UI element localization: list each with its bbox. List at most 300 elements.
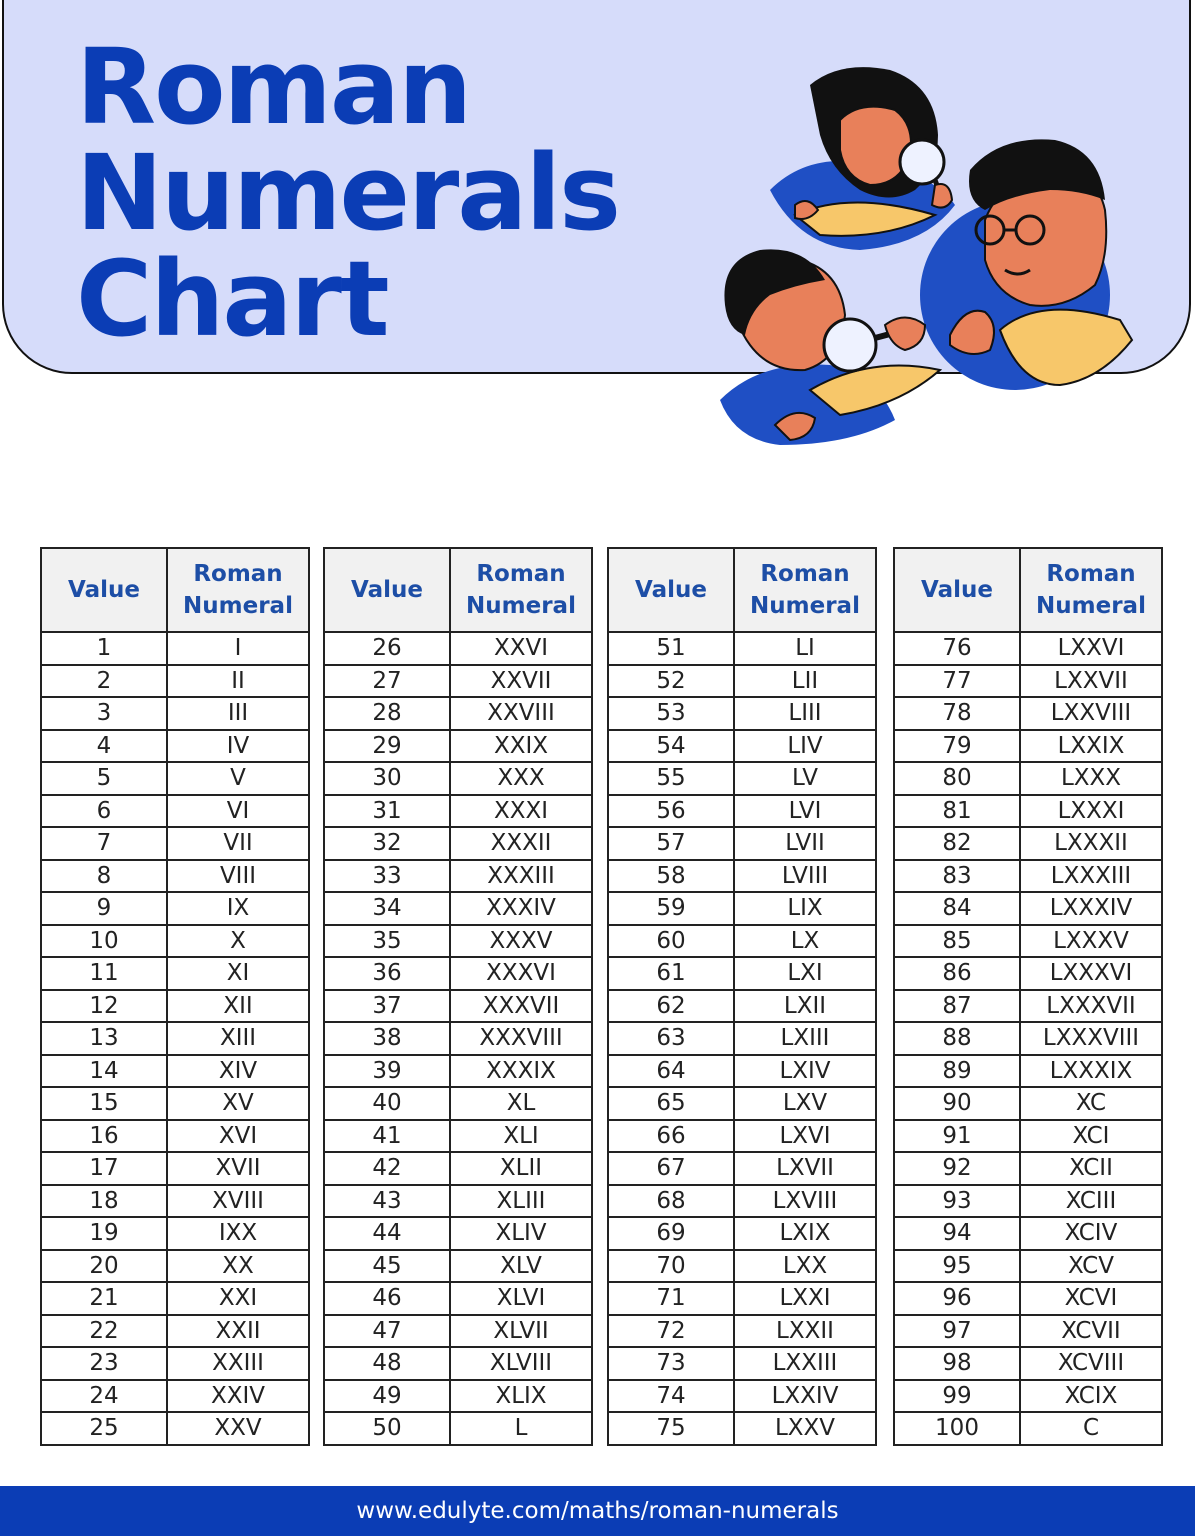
value-cell: 41 [324,1120,450,1153]
table-row [324,730,592,763]
value-cell: 26 [324,632,450,665]
boy-with-magnifier-icon [720,249,940,445]
value-cell: 51 [608,632,734,665]
roman-numeral-cell: LXXVII [1020,665,1162,698]
table-row [41,1185,309,1218]
roman-numeral-cell: LXXXIII [1020,860,1162,893]
table-row [41,1380,309,1413]
roman-numeral-cell: L [450,1412,592,1445]
roman-column-header [167,548,309,632]
roman-header-line-1: Roman [1046,561,1136,587]
table-header-row [608,548,876,632]
table-row [894,860,1162,893]
value-cell: 72 [608,1315,734,1348]
table-row [608,1282,876,1315]
table-row [324,1087,592,1120]
roman-numeral-cell: XI [167,957,309,990]
roman-numeral-cell: XXVI [450,632,592,665]
table-row [324,665,592,698]
value-cell: 59 [608,892,734,925]
table-row [894,1315,1162,1348]
roman-numeral-cell: X [167,925,309,958]
table-row [324,1152,592,1185]
value-cell: 38 [324,1022,450,1055]
value-cell: 50 [324,1412,450,1445]
value-cell: 63 [608,1022,734,1055]
table-row [894,632,1162,665]
roman-numeral-cell: LIII [734,697,876,730]
table-row [41,762,309,795]
roman-numeral-cell: XLVII [450,1315,592,1348]
table-row [324,827,592,860]
value-cell: 34 [324,892,450,925]
table-header-row [894,548,1162,632]
value-cell: 100 [894,1412,1020,1445]
roman-numeral-cell: XIV [167,1055,309,1088]
roman-numeral-cell: XLI [450,1120,592,1153]
value-cell: 45 [324,1250,450,1283]
table-row [324,1315,592,1348]
man-with-glasses-icon [920,139,1132,390]
roman-numeral-cell: XLIV [450,1217,592,1250]
roman-numeral-cell: LXXV [734,1412,876,1445]
value-cell: 74 [608,1380,734,1413]
table-row [41,632,309,665]
roman-numeral-cell: LV [734,762,876,795]
table-row [41,665,309,698]
table-row [324,990,592,1023]
roman-numeral-cell: LXXIII [734,1347,876,1380]
table-row [324,697,592,730]
value-cell: 78 [894,697,1020,730]
value-cell: 36 [324,957,450,990]
table-row [324,1282,592,1315]
numeral-table-3 [607,547,877,1446]
table-row [608,1120,876,1153]
table-header-row [324,548,592,632]
title-line-1: Roman [76,26,471,148]
roman-numeral-cell: LXXXVI [1020,957,1162,990]
value-cell: 19 [41,1217,167,1250]
table-row [324,1380,592,1413]
table-row [894,1055,1162,1088]
roman-numeral-cell: LIX [734,892,876,925]
value-cell: 89 [894,1055,1020,1088]
roman-numeral-cell: XCIX [1020,1380,1162,1413]
roman-numeral-cell: LXXII [734,1315,876,1348]
table-row [608,795,876,828]
roman-numeral-cell: XLV [450,1250,592,1283]
value-cell: 66 [608,1120,734,1153]
value-cell: 9 [41,892,167,925]
value-cell: 67 [608,1152,734,1185]
numeral-table-1 [40,547,310,1446]
roman-header-line-1: Roman [476,561,566,587]
roman-numeral-cell: XCVIII [1020,1347,1162,1380]
table-row [324,795,592,828]
roman-numeral-cell: XXIV [167,1380,309,1413]
value-cell: 92 [894,1152,1020,1185]
table-row [41,1087,309,1120]
table-row [324,957,592,990]
roman-numeral-cell: XC [1020,1087,1162,1120]
table-row [324,925,592,958]
value-cell: 83 [894,860,1020,893]
roman-numeral-cell: XXXII [450,827,592,860]
tables-container [40,547,1162,1444]
value-cell: 12 [41,990,167,1023]
table-row [894,1380,1162,1413]
value-cell: 61 [608,957,734,990]
roman-numeral-cell: XXXIII [450,860,592,893]
table-row [894,1282,1162,1315]
value-cell: 70 [608,1250,734,1283]
roman-numeral-cell: LXII [734,990,876,1023]
roman-numeral-cell: LII [734,665,876,698]
table-row [894,1217,1162,1250]
table-row [324,1120,592,1153]
value-cell: 16 [41,1120,167,1153]
value-cell: 76 [894,632,1020,665]
value-cell: 57 [608,827,734,860]
roman-numeral-cell: LVIII [734,860,876,893]
table-row [41,892,309,925]
roman-column-header [450,548,592,632]
roman-numeral-cell: LXXXVII [1020,990,1162,1023]
table-row [324,1055,592,1088]
roman-numeral-cell: LXVI [734,1120,876,1153]
table-row [608,892,876,925]
value-cell: 40 [324,1087,450,1120]
table-row [608,1152,876,1185]
roman-numeral-cell: LXXVI [1020,632,1162,665]
woman-with-magnifier-icon [770,67,955,250]
roman-column-header [1020,548,1162,632]
roman-column-header [734,548,876,632]
value-cell: 30 [324,762,450,795]
table-row [41,795,309,828]
value-cell: 1 [41,632,167,665]
table-row [324,1185,592,1218]
table-row [324,1022,592,1055]
roman-numeral-cell: XXXVII [450,990,592,1023]
table-row [894,795,1162,828]
roman-numeral-cell: XLVIII [450,1347,592,1380]
roman-numeral-cell: LIV [734,730,876,763]
table-row [894,957,1162,990]
table-row [894,1412,1162,1445]
roman-numeral-cell: XCII [1020,1152,1162,1185]
table-row [608,1217,876,1250]
value-cell: 73 [608,1347,734,1380]
table-row [324,1217,592,1250]
value-cell: 7 [41,827,167,860]
table-row [324,632,592,665]
roman-numeral-cell: VI [167,795,309,828]
table-row [894,1087,1162,1120]
table-row [608,1022,876,1055]
value-cell: 46 [324,1282,450,1315]
value-cell: 88 [894,1022,1020,1055]
value-cell: 52 [608,665,734,698]
value-cell: 56 [608,795,734,828]
value-cell: 79 [894,730,1020,763]
value-cell: 47 [324,1315,450,1348]
value-cell: 28 [324,697,450,730]
value-cell: 22 [41,1315,167,1348]
table-row [41,1282,309,1315]
value-cell: 54 [608,730,734,763]
roman-numeral-cell: LVI [734,795,876,828]
roman-numeral-cell: XLII [450,1152,592,1185]
roman-numeral-cell: XVI [167,1120,309,1153]
value-cell: 82 [894,827,1020,860]
roman-numeral-cell: XXX [450,762,592,795]
value-cell: 97 [894,1315,1020,1348]
value-cell: 13 [41,1022,167,1055]
value-cell: 42 [324,1152,450,1185]
value-cell: 85 [894,925,1020,958]
roman-numeral-cell: XXII [167,1315,309,1348]
roman-numeral-cell: XXIX [450,730,592,763]
value-cell: 8 [41,860,167,893]
value-cell: 58 [608,860,734,893]
table-row [41,697,309,730]
roman-header-line-1: Roman [760,561,850,587]
roman-numeral-cell: IV [167,730,309,763]
table-row [894,1022,1162,1055]
table-row [894,730,1162,763]
roman-numeral-cell: LXVIII [734,1185,876,1218]
value-cell: 96 [894,1282,1020,1315]
table-row [41,827,309,860]
roman-numeral-cell: LXIII [734,1022,876,1055]
table-row [894,925,1162,958]
value-cell: 62 [608,990,734,1023]
value-cell: 95 [894,1250,1020,1283]
table-row [41,1055,309,1088]
value-cell: 29 [324,730,450,763]
value-cell: 27 [324,665,450,698]
value-cell: 24 [41,1380,167,1413]
table-row [608,665,876,698]
table-row [41,925,309,958]
table-row [894,697,1162,730]
value-cell: 49 [324,1380,450,1413]
value-cell: 99 [894,1380,1020,1413]
roman-numeral-cell: XCVII [1020,1315,1162,1348]
table-row [324,892,592,925]
table-row [41,1250,309,1283]
footer-url[interactable]: www.edulyte.com/maths/roman-numerals [356,1498,839,1524]
roman-numeral-cell: XXIII [167,1347,309,1380]
table-row [894,1152,1162,1185]
value-cell: 86 [894,957,1020,990]
value-cell: 98 [894,1347,1020,1380]
roman-numeral-cell: V [167,762,309,795]
roman-numeral-cell: LXXI [734,1282,876,1315]
table-row [324,1250,592,1283]
roman-numeral-cell: XVIII [167,1185,309,1218]
table-row [608,1250,876,1283]
roman-numeral-cell: LXXXIV [1020,892,1162,925]
value-cell: 6 [41,795,167,828]
roman-numeral-cell: VIII [167,860,309,893]
table-row [894,827,1162,860]
roman-numeral-cell: XCV [1020,1250,1162,1283]
roman-numeral-cell: LXXX [1020,762,1162,795]
table-row [41,957,309,990]
value-cell: 4 [41,730,167,763]
roman-numeral-cell: XXVII [450,665,592,698]
roman-numeral-cell: XCIII [1020,1185,1162,1218]
value-cell: 35 [324,925,450,958]
table-row [894,892,1162,925]
table-row [608,1315,876,1348]
value-cell: 23 [41,1347,167,1380]
roman-numeral-cell: XVII [167,1152,309,1185]
value-cell: 3 [41,697,167,730]
roman-numeral-cell: III [167,697,309,730]
roman-numeral-cell: IXX [167,1217,309,1250]
roman-numeral-cell: C [1020,1412,1162,1445]
roman-numeral-cell: I [167,632,309,665]
table-row [41,1347,309,1380]
roman-numeral-cell: XV [167,1087,309,1120]
roman-numeral-cell: LXV [734,1087,876,1120]
roman-numeral-cell: LXXXVIII [1020,1022,1162,1055]
value-cell: 69 [608,1217,734,1250]
value-cell: 44 [324,1217,450,1250]
roman-numeral-cell: LXXXV [1020,925,1162,958]
numeral-table-4 [893,547,1163,1446]
table-row [41,1120,309,1153]
roman-numeral-cell: LXXVIII [1020,697,1162,730]
value-cell: 64 [608,1055,734,1088]
roman-numeral-cell: LX [734,925,876,958]
roman-numeral-cell: XL [450,1087,592,1120]
roman-numeral-cell: LXXIV [734,1380,876,1413]
table-row [41,730,309,763]
roman-numeral-cell: XXXIX [450,1055,592,1088]
table-row [894,1185,1162,1218]
value-cell: 14 [41,1055,167,1088]
value-column-header: Value [894,548,1020,632]
people-illustration [700,40,1170,460]
roman-numeral-cell: XIII [167,1022,309,1055]
table-row [608,1055,876,1088]
roman-numeral-cell: XCVI [1020,1282,1162,1315]
roman-numeral-cell: XXVIII [450,697,592,730]
value-cell: 2 [41,665,167,698]
table-row [41,1022,309,1055]
table-row [41,990,309,1023]
table-row [41,860,309,893]
roman-numeral-cell: LXXXIX [1020,1055,1162,1088]
value-cell: 39 [324,1055,450,1088]
value-cell: 15 [41,1087,167,1120]
roman-numeral-cell: XXXIV [450,892,592,925]
table-row [41,1217,309,1250]
table-row [608,990,876,1023]
table-row [608,925,876,958]
value-cell: 18 [41,1185,167,1218]
value-cell: 65 [608,1087,734,1120]
table-row [324,860,592,893]
roman-numeral-cell: XXXVI [450,957,592,990]
value-cell: 90 [894,1087,1020,1120]
table-row [608,632,876,665]
value-cell: 91 [894,1120,1020,1153]
roman-numeral-cell: XII [167,990,309,1023]
title-line-3: Chart [76,238,388,360]
roman-numeral-cell: LXX [734,1250,876,1283]
table-row [894,1120,1162,1153]
roman-numeral-cell: XXXVIII [450,1022,592,1055]
value-cell: 11 [41,957,167,990]
table-row [608,762,876,795]
roman-header-line-1: Roman [193,561,283,587]
value-cell: 75 [608,1412,734,1445]
table-row [608,1347,876,1380]
value-cell: 84 [894,892,1020,925]
roman-numeral-cell: XLVI [450,1282,592,1315]
value-cell: 10 [41,925,167,958]
value-cell: 5 [41,762,167,795]
value-cell: 17 [41,1152,167,1185]
roman-numeral-cell: XLIX [450,1380,592,1413]
value-cell: 31 [324,795,450,828]
value-cell: 94 [894,1217,1020,1250]
roman-numeral-cell: II [167,665,309,698]
table-row [894,990,1162,1023]
roman-numeral-cell: XXV [167,1412,309,1445]
roman-numeral-cell: XLIII [450,1185,592,1218]
table-row [41,1152,309,1185]
roman-numeral-cell: XX [167,1250,309,1283]
value-cell: 21 [41,1282,167,1315]
roman-header-line-2: Numeral [183,593,293,619]
table-row [894,1250,1162,1283]
roman-header-line-2: Numeral [750,593,860,619]
roman-numeral-cell: XCI [1020,1120,1162,1153]
table-row [324,1412,592,1445]
value-cell: 71 [608,1282,734,1315]
value-cell: 33 [324,860,450,893]
roman-numeral-cell: LXVII [734,1152,876,1185]
table-row [608,957,876,990]
roman-numeral-cell: XXXV [450,925,592,958]
roman-numeral-cell: VII [167,827,309,860]
table-row [608,860,876,893]
roman-numeral-cell: IX [167,892,309,925]
roman-numeral-cell: XCIV [1020,1217,1162,1250]
table-row [41,1315,309,1348]
table-header-row [41,548,309,632]
value-cell: 60 [608,925,734,958]
page-title [76,26,619,360]
value-column-header: Value [41,548,167,632]
table-row [608,697,876,730]
roman-header-line-2: Numeral [466,593,576,619]
table-row [608,827,876,860]
value-cell: 20 [41,1250,167,1283]
roman-numeral-cell: XXXI [450,795,592,828]
value-cell: 53 [608,697,734,730]
roman-numeral-cell: LVII [734,827,876,860]
roman-numeral-cell: LXXXII [1020,827,1162,860]
table-row [324,762,592,795]
